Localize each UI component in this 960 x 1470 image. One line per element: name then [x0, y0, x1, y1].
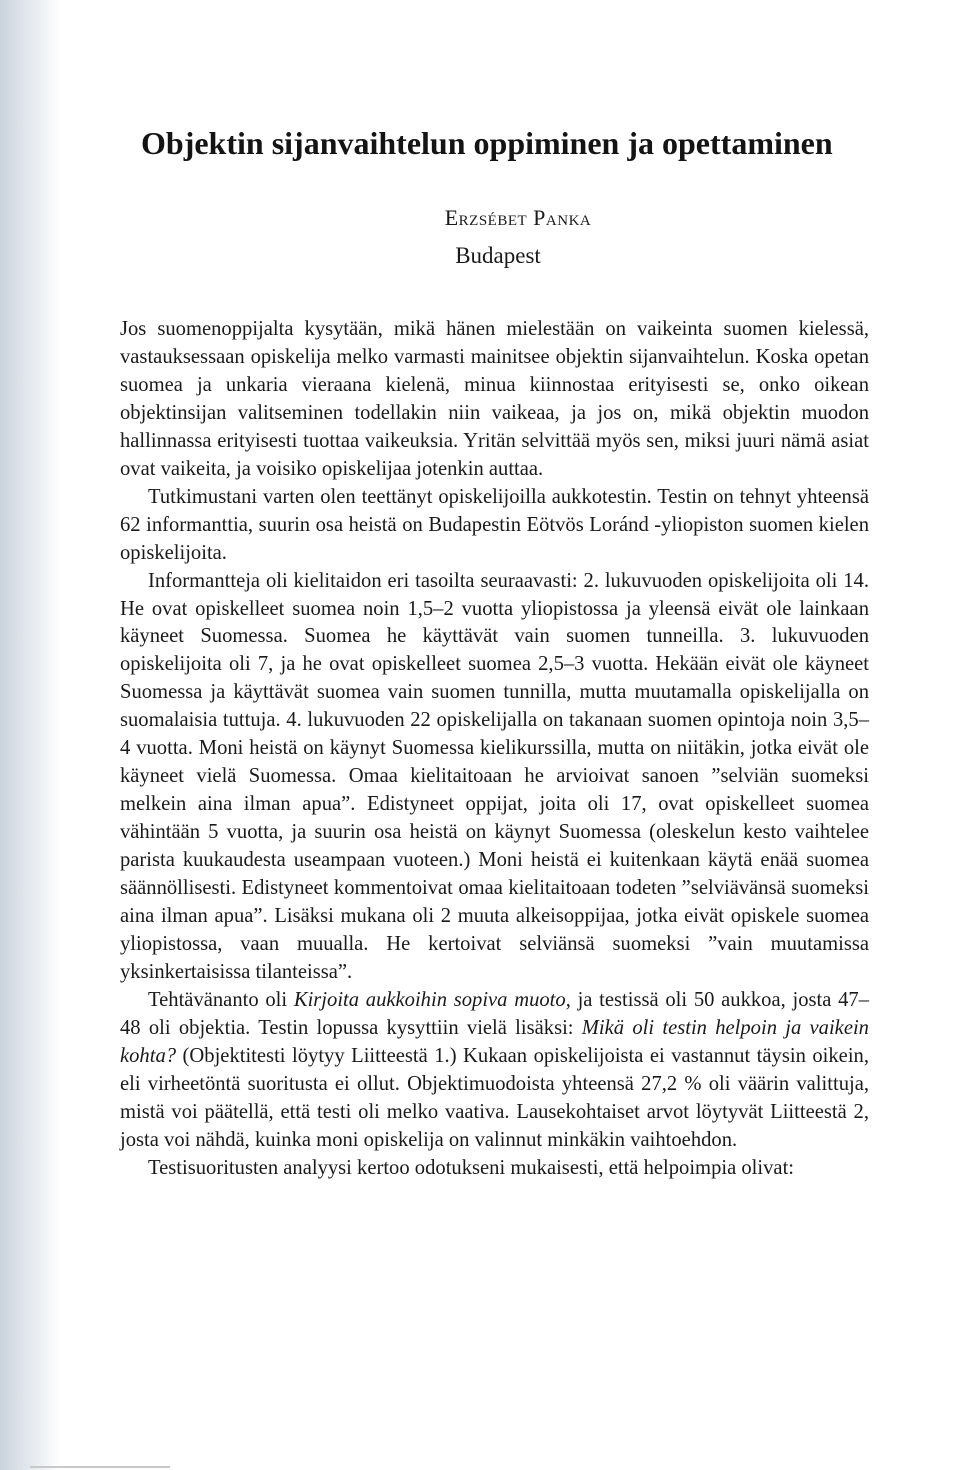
paragraph-intro: Jos suomenoppijalta kysytään, mikä hänen mielestään on vaikeinta suomen kielessä, vastauksessaan opiskelija melko varmasti mainitsee objektin sijanvaihtelun. Koska opetan suomea ja unkaria vieraana kielenä, minua kiinnostaa erityisesti se, onko oikean objektinsijan valitseminen todellakin niin vaikeaa, ja jos on, mikä objektin muodon hallinnassa erityisesti tuottaa vaikeuksia. Yritän selvittää myös sen, miksi juuri nämä asiat ovat vaikeita, ja voisiko opiskelijaa jotenkin auttaa. — [120, 318, 869, 480]
task-text-c: (Objektitesti löytyy Liitteestä 1.) Kukaan opiskelijoista ei vastannut täysin oikein, eli virheetöntä suoritusta ei ollut. Objektimuodoista yhteensä 27,2 % oli väärin valittuja, mistä voi päätellä, että testi oli melko vaativa. Lausekohtaiset arvot löytyvät Liitteestä 2, josta voi nähdä, kuinka moni opiskelija on valinnut minkäkin vaihtoehdon. — [120, 1044, 869, 1151]
page-edge-line — [30, 1466, 170, 1468]
paragraph-informants: Informantteja oli kielitaidon eri tasoilta seuraavasti: 2. lukuvuoden opiskelijoita oli 14. He ovat opiskelleet suomea noin 1,5–2 vuotta yliopistossa ja yleensä eivät ole lainkaan käyneet Suomessa. Suomea he käyttävät vain suomen tunneilla. 3. lukuvuoden opiskelijoita oli 7, ja he ovat opiskelleet suomea 2,5–3 vuotta. Hekään eivät ole käyneet Suomessa ja käyttävät suomea vain suomen tunnilla, mutta muutamalla opiskelijalla on suomalaisia tuttuja. 4. lukuvuoden 22 opiskelijalla on takanaan suomen opintoja noin 3,5–4 vuotta. Moni heistä on käynyt Suomessa kielikurssilla, mutta on niitäkin, jotka eivät ole käyneet vielä Suomessa. Omaa kielitaitoaan he arvioivat sanoen ”selviän suomeksi melkein aina ilman apua”. Edistyneet oppijat, joita oli 17, ovat opiskelleet suomea vähintään 5 vuotta, ja suurin osa heistä on käynyt Suomessa (oleskelun kesto vaihtelee parista kuukaudesta useampaan vuoteen.) Moni heistä ei kuitenkaan käytä enää suomea säännöllisesti. Edistyneet kommentoivat omaa kielitaitoaan todeten ”selviävänsä suomeksi aina ilman apua”. Lisäksi mukana oli 2 muuta alkeisoppijaa, jotka eivät opiskele suomea yliopistossa, vaan muualla. He kertoivat selviänsä suomeksi ”vain muutamissa yksinkertaisissa tilanteissa”. — [120, 569, 869, 983]
author-location: Budapest — [455, 243, 541, 268]
author-name: Erzsébet Panka — [444, 205, 592, 230]
task-question-italic: Mikä oli testin helpoin ja vaikein kohta? — [120, 1016, 869, 1067]
paragraph-method: Tutkimustani varten olen teettänyt opiskelijoilla aukkotestin. Testin on tehnyt yhteensä 62 informanttia, suurin osa heistä on Budapestin Eötvös Loránd -yliopiston suomen kielen opiskelijoita. — [120, 485, 869, 564]
article-body — [120, 316, 869, 1183]
task-text-b: , ja testissä oli 50 aukkoa, josta 47–48 oli objektia. Testin lopussa kysyttiin vielä lisäksi: — [120, 988, 870, 1039]
task-instruction-italic: Kirjoita aukkoihin sopiva muoto — [293, 988, 566, 1011]
task-text-a: Tehtävänanto oli — [148, 988, 294, 1011]
paragraph-task — [120, 987, 869, 1155]
paragraph-analysis: Testisuoritusten analyysi kertoo odotukseni mukaisesti, että helpoimpia olivat: — [148, 1156, 795, 1179]
article-title: Objektin sijanvaihtelun oppiminen ja opettaminen — [141, 125, 833, 161]
